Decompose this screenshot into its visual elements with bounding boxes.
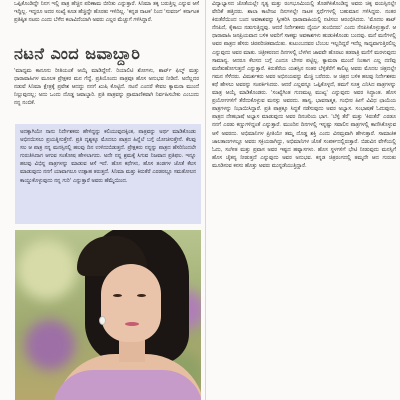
section-heading: ನಟನೆ ಎಂದ ಜವಾಬ್ದಾರಿ xyxy=(14,44,141,63)
left-body-paragraph: 'ಮಾಧ್ಯಮ ಕಾನೂನು ರೀತಿಯಂತೆ ಆಯ್ಕೆ ಮಾಡಿದ್ದೇನೆ. ರಿಯಾಲಿಟಿ ಶೋಗಳು, ಶಾರ್ಟ್ ಫಿಲ್ಮ್ ಮತ್ತು ಧಾರಾವಾಹಿಗಳ ಮೂಲಕ ಪ್ರೇಕ್ಷಕರ ಮನ ಗೆದ್ದೆ. ಪ್ರತಿಯೊಂದು ಪಾತ್ರವೂ ಹೊಸ ಅನುಭವ ನೀಡಿದೆ. ಅದೆಲ್ಲದರ ನಡುವೆ ಸಿನಿಮಾ ಕ್ಷೇತ್ರಕ್ಕೆ ಪ್ರವೇಶ ಆದದ್ದು ನನಗೆ ಖುಷಿ ಕೊಟ್ಟಿದೆ. ನಟನೆ ಎಂದರೆ ಕೇವಲ ಕ್ಯಾಮರಾ ಮುಂದೆ ನಿಲ್ಲುವುದಲ್ಲ; ಅದು ಒಂದು ದೊಡ್ಡ ಜವಾಬ್ದಾರಿ. ಪ್ರತಿ ಪಾತ್ರವನ್ನು ಪ್ರಾಮಾಣಿಕವಾಗಿ ನಿರ್ವಹಿಸಬೇಕು ಎಂಬುದು ನನ್ನ ನಂಬಿಕೆ. xyxy=(14,68,199,107)
column-divider xyxy=(205,0,206,400)
left-eye xyxy=(113,294,122,297)
right-column-text: ವಿದ್ಯಾಭ್ಯಾಸದ ಜೊತೆಯಲ್ಲೇ ನೃತ್ಯ ಮತ್ತು ರಂಗಭೂಮಿಯಲ್ಲಿ ತೊಡಗಿಸಿಕೊಂಡಿದ್ದ ಅವರು ಚಿಕ್ಕ ವಯಸ್ಸಿನಲ್ಲೇ ವೇದಿಕೆ ಹತ್ತಿದರು. ಶಾಲಾ ಕಾಲೇಜು ದಿನಗಳಲ್ಲೇ ನಾಟಕ ಸ್ಪರ್ಧೆಗಳಲ್ಲಿ ಬಹುಮಾನ ಗಳಿಸಿದ್ದರು. ನಂತರ ಕಿರುತೆರೆಯಿಂದ ಬಂದ ಅವಕಾಶವನ್ನು ಸ್ವೀಕರಿಸಿ ಧಾರಾವಾಹಿಯಲ್ಲಿ ನಟಿಸಲು ಆರಂಭಿಸಿದರು. 'ಮೊದಲ ಶಾಟ್ ನೆನಪಿದೆ, ಕೈಕಾಲು ನಡುಗುತ್ತಿದ್ದವು. ಆದರೆ ನಿರ್ದೇಶಕರು ಧೈರ್ಯ ತುಂಬಿದರು' ಎಂದು ನೆನಪಿಸಿಕೊಳ್ಳುತ್ತಾರೆ. ಆ ಧಾರಾವಾಹಿ ಜನಪ್ರಿಯವಾದ ಬಳಿಕ ಅವರಿಗೆ ಸಾಕಷ್ಟು ಅವಕಾಶಗಳು ಹುಡುಕಿಕೊಂಡು ಬಂದವು. ಮನೆ ಮನೆಗಳಲ್ಲಿ ಅವರ ಪಾತ್ರದ ಹೆಸರು ಚಿರಪರಿಚಿತವಾಯಿತು. ಕುಟುಂಬದವರ ಬೆಂಬಲ ಇಲ್ಲದಿದ್ದರೆ ಇದೆಲ್ಲ ಸಾಧ್ಯವಾಗುತ್ತಿರಲಿಲ್ಲ ಎನ್ನುವುದು ಅವರ ಮಾತು. ಚಿತ್ರೀಕರಣದ ದಿನಗಳಲ್ಲಿ ಬೆಳಗಿನ ಜಾವವೇ ಹೊರಟು ತಡರಾತ್ರಿ ಮನೆಗೆ ಮರಳುವುದು ಸಾಮಾನ್ಯ. ಆದರೂ ಕೆಲಸದ ಬಗ್ಗೆ ಎಂದೂ ಬೇಸರ ಪಟ್ಟಿಲ್ಲ. ಕ್ಯಾಮರಾ ಮುಂದೆ ನಿಂತಾಗ ಎಲ್ಲ ದಣಿವು ಮರೆತುಹೋಗುತ್ತದೆ ಎನ್ನುತ್ತಾರೆ. ಕಿರುತೆರೆಯ ಯಶಸ್ಸಿನ ನಂತರ ಬೆಳ್ಳಿತೆರೆಗೆ ಕಾಲಿಟ್ಟ ಅವರು ಮೊದಲ ಚಿತ್ರದಲ್ಲೇ ಗಮನ ಸೆಳೆದರು. ವಿಮರ್ಶಕರು ಅವರ ಅಭಿನಯವನ್ನು ಮೆಚ್ಚಿ ಬರೆದರು. ಆ ಚಿತ್ರದ ಬಳಿಕ ಹಲವು ನಿರ್ದೇಶಕರು ಕಥೆ ಹೇಳಲು ಅವರನ್ನು ಸಂಪರ್ಕಿಸಿದರು. ಆದರೆ ಎಲ್ಲವನ್ನೂ ಒಪ್ಪಿಕೊಳ್ಳದೆ, ತಮಗೆ ಸೂಕ್ತ ಎನಿಸಿದ ಪಾತ್ರಗಳನ್ನು ಮಾತ್ರ ಆಯ್ಕೆ ಮಾಡಿಕೊಂಡರು. 'ಸಂಖ್ಯೆಗಿಂತ ಗುಣಮಟ್ಟ ಮುಖ್ಯ' ಎನ್ನುವುದು ಅವರ ಸಿದ್ಧಾಂತ. ಹೊಸ ಪ್ರಯೋಗಗಳಿಗೆ ತೆರೆದುಕೊಳ್ಳುವ ಮನಸ್ಸು ಅವರದು. ಹಾಸ್ಯ, ಭಾವನಾತ್ಮಕ, ಗಂಭೀರ ಹೀಗೆ ವಿವಿಧ ಛಾಯೆಯ ಪಾತ್ರಗಳನ್ನು ನಿಭಾಯಿಸಿದ್ದಾರೆ. ಪ್ರತಿ ಪಾತ್ರಕ್ಕೂ ಸಿದ್ಧತೆ ನಡೆಸುವುದು ಅವರ ಅಭ್ಯಾಸ. ಸಂಭಾಷಣೆ ಓದುವುದು, ಪಾತ್ರದ ದೇಹಭಾಷೆ ಅಭ್ಯಾಸ ಮಾಡುವುದು ಅವರ ದಿನಚರಿಯ ಭಾಗ. 'ಬೆಳ್ಳಿ ತೆರೆ' ಮತ್ತು 'ಕಿರುತೆರೆ' ಎರಡೂ ನನಗೆ ಎರಡು ಕಣ್ಣುಗಳಿದ್ದಂತೆ ಎನ್ನುತ್ತಾರೆ. ಮುಂದಿನ ದಿನಗಳಲ್ಲಿ ಇನ್ನಷ್ಟು ಸವಾಲಿನ ಪಾತ್ರಗಳಲ್ಲಿ ಕಾಣಿಸಿಕೊಳ್ಳುವ ಆಸೆ ಅವರದು. ಅಭಿಮಾನಿಗಳ ಪ್ರೀತಿಯೇ ತಮ್ಮ ದೊಡ್ಡ ಶಕ್ತಿ ಎಂದು ವಿನಮ್ರವಾಗಿ ಹೇಳುತ್ತಾರೆ. ಸಾಮಾಜಿಕ ಜಾಲತಾಣಗಳಲ್ಲೂ ಅವರು ಸಕ್ರಿಯರಾಗಿದ್ದು, ಅಭಿಮಾನಿಗಳ ಜೊತೆ ಸಂಪರ್ಕದಲ್ಲಿರುತ್ತಾರೆ. ಬಿಡುವಿನ ವೇಳೆಯಲ್ಲಿ ಓದು, ಸಂಗೀತ ಮತ್ತು ಪ್ರವಾಸ ಅವರ ಇಷ್ಟದ ಹವ್ಯಾಸಗಳು. ಹೊಸ ಸ್ಥಳಗಳಿಗೆ ಭೇಟಿ ನೀಡುವುದು ಮನಸ್ಸಿಗೆ ಹೊಸ ಚೈತನ್ಯ ನೀಡುತ್ತದೆ ಎನ್ನುವುದು ಅವರ ಅನುಭವ. ಕನ್ನಡ ಚಿತ್ರರಂಗದಲ್ಲಿ ತಮ್ಮದೇ ಆದ ಗುರುತು ಮೂಡಿಸುವ ಕನಸು ಹೊತ್ತು ಅವರು ಮುನ್ನಡೆಯುತ್ತಿದ್ದಾರೆ. xyxy=(212,1,396,169)
left-intro-paragraph: ಒಪ್ಪಿಕೊಂಡಿದ್ದೇ ನಿನಗ ಇಲ್ಲಿ ಪಾತ್ರ ಹೆಚ್ಚಿನ ಪರಿಣಾಮ ಬೀರಿತು ಎನ್ನುತ್ತಾರೆ. ಸಿನಿಮಾ ತಕ್ಕ ಬರುತ್ತಿಲ್ಲ ಎನ್ನುವ ಆಸೆ ಇದ್ದಿಲ್ಲ. ಇದ್ದರೂ ಅದರ ಸಂಖ್ಯೆ ಕೂಡ ಹೆಚ್ಚಿದ್ದೇ ಹೊರತು ಇಳಿದಿಲ್ಲ. 'ಕನ್ನಡ ನಾಟಕ' ನಿಂದ 'ಸುವರ್ಣ' ಕರ್ನಾಟಕ ಪ್ರತಿಷ್ಠಿತ ನಟರು ಎಂದು ಬೆಳೆದ ಕಲಾವಿದೆಯಾಗಿ ಅವರು ಎಲ್ಲರ ಮೆಚ್ಚುಗೆ ಗಳಿಸಿದ್ದಾರೆ. xyxy=(14,1,199,24)
actress-photo xyxy=(15,230,201,400)
earring xyxy=(99,316,106,325)
lips xyxy=(125,322,139,326)
face-shape xyxy=(101,264,161,342)
right-column xyxy=(208,0,400,400)
highlight-text: ಅದಕ್ಕಾಗಿಯೇ ನಾನು ನಿರ್ದೇಶಕರು ಹೇಳಿದ್ದನ್ನು ಕಲಿಯುವುದಕ್ಕಿಂತ, ಪಾತ್ರವನ್ನು ಅರ್ಥ ಮಾಡಿಕೊಂಡು ಅಭಿನಯಿಸಲು ಪ್ರಯತ್ನಿಸುತ್ತೇನೆ. ಪ್ರತಿ ದೃಶ್ಯಕ್ಕೂ ಮೊದಲು ಪಾತ್ರದ ಹಿನ್ನೆಲೆ ಬಗ್ಗೆ ಯೋಚಿಸುತ್ತೇನೆ. ಕೆಲವು ಸಲ ಆ ಪಾತ್ರ ನನ್ನ ಮನಸ್ಸಿನಲ್ಲಿ ಹಲವು ದಿನ ಉಳಿದುಬಿಡುತ್ತದೆ. ಪ್ರೇಕ್ಷಕರು ನನ್ನನ್ನು ಪಾತ್ರದ ಹೆಸರಿನಿಂದಲೇ ಗುರುತಿಸಿದಾಗ ಆಗುವ ಸಂತೋಷ ಹೇಳಲಾಗದು. ಅದೇ ನನ್ನ ಶ್ರಮಕ್ಕೆ ಸಿಗುವ ನಿಜವಾದ ಪ್ರತಿಫಲ. ಇನ್ನೂ ಹಲವು ವಿಭಿನ್ನ ಪಾತ್ರಗಳನ್ನು ಮಾಡುವ ಆಸೆ ಇದೆ. ಹೊಸ ಕಥೆಗಳು, ಹೊಸ ತಂಡಗಳ ಜೊತೆ ಕೆಲಸ ಮಾಡುವುದು ನನಗೆ ಯಾವಾಗಲೂ ಉತ್ಸಾಹ ತರುತ್ತದೆ. ಸಿನಿಮಾ ಮತ್ತು ಕಿರುತೆರೆ ಎರಡರಲ್ಲೂ ಸಮತೋಲನ ಕಾಯ್ದುಕೊಳ್ಳುವುದು ನನ್ನ ಗುರಿ' ಎನ್ನುತ್ತಾರೆ ಅವರು ಹೆಮ್ಮೆಯಿಂದ. xyxy=(20,129,196,184)
dress-shape xyxy=(53,370,201,400)
right-eye xyxy=(137,294,146,297)
highlight-box xyxy=(15,124,201,224)
